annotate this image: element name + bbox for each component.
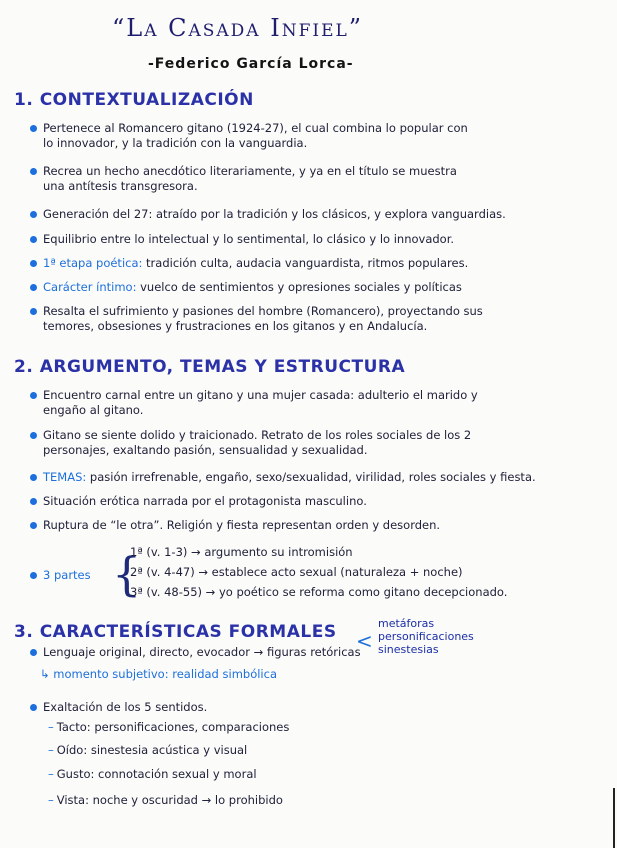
- page-title: “La Casada Infiel”: [112, 14, 364, 42]
- dash-icon: –: [48, 720, 54, 734]
- bullet-icon: [30, 260, 37, 267]
- bullet-icon: [30, 236, 37, 243]
- list-item: [30, 121, 468, 136]
- list-item-cont: una antítesis transgresora.: [43, 179, 198, 193]
- bullet-icon: [30, 432, 37, 439]
- brace-icon: {: [112, 547, 142, 601]
- part-line: 2ª (v. 4-47) → establece acto sexual (naturaleza + noche): [130, 565, 463, 579]
- item-text: Recrea un hecho anecdótico literariamente, y ya en el título se muestra: [43, 164, 457, 178]
- figure-item: sinestesias: [378, 643, 439, 656]
- item-text: Gitano se siente dolido y traicionado. Retrato de los roles sociales de los 2: [43, 428, 472, 442]
- item-label: Carácter íntimo:: [43, 280, 137, 294]
- arrow-left-icon: <: [356, 629, 373, 653]
- list-item: [30, 428, 471, 443]
- dash-icon: –: [48, 767, 54, 781]
- bullet-icon: [30, 649, 37, 656]
- item-text: Exaltación de los 5 sentidos.: [43, 700, 208, 714]
- section-heading-argumento: 2. ARGUMENTO, TEMAS Y ESTRUCTURA: [14, 357, 406, 377]
- part-line: 3ª (v. 48-55) → yo poético se reforma como gitano decepcionado.: [130, 585, 508, 599]
- dash-icon: –: [48, 743, 54, 757]
- list-item-partes: [30, 568, 91, 583]
- author-line: -Federico García Lorca-: [148, 56, 354, 72]
- item-text: pasión irrefrenable, engaño, sexo/sexualidad, virilidad, roles sociales y fiesta.: [89, 470, 536, 484]
- item-text: vuelco de sentimientos y opresiones sociales y políticas: [140, 280, 462, 294]
- bullet-icon: [30, 572, 37, 579]
- bullet-icon: [30, 474, 37, 481]
- list-item: [30, 518, 440, 533]
- list-item-cont: personajes, exaltando pasión, sensualidad y sexualidad.: [43, 443, 368, 457]
- list-item: [30, 164, 457, 179]
- bullet-icon: [30, 125, 37, 132]
- list-item: [30, 207, 506, 222]
- parts-label: 3 partes: [43, 568, 91, 582]
- item-text: Equilibrio entre lo intelectual y lo sentimental, lo clásico y lo innovador.: [43, 232, 455, 246]
- list-item: [30, 700, 207, 715]
- sense-item: – Gusto: connotación sexual y moral: [48, 767, 257, 781]
- sense-item: – Oído: sinestesia acústica y visual: [48, 743, 248, 757]
- section-heading-caracteristicas: 3. CARACTERÍSTICAS FORMALES: [14, 622, 337, 642]
- bullet-icon: [30, 168, 37, 175]
- figure-item: personificaciones: [378, 630, 474, 643]
- section-heading-contextualizacion: 1. CONTEXTUALIZACIÓN: [14, 90, 254, 110]
- item-text: Resalta el sufrimiento y pasiones del hombre (Romancero), proyectando sus: [43, 304, 483, 318]
- list-item: [30, 232, 454, 247]
- list-item-cont: temores, obsesiones y frustraciones en los gitanos y en Andalucía.: [43, 319, 428, 333]
- item-text: Situación erótica narrada por el protagonista masculino.: [43, 494, 367, 508]
- bullet-icon: [30, 704, 37, 711]
- item-text: Lenguaje original, directo, evocador → figuras retóricas: [43, 645, 361, 659]
- item-text: Generación del 27: atraído por la tradición y los clásicos, y explora vanguardias.: [43, 207, 506, 221]
- sense-item: – Vista: noche y oscuridad → lo prohibido: [48, 793, 283, 807]
- list-item-cont: lo innovador, y la tradición con la vanguardia.: [43, 136, 308, 150]
- list-item: [30, 645, 361, 660]
- bullet-icon: [30, 498, 37, 505]
- list-item: [30, 304, 483, 319]
- list-item: [30, 470, 536, 485]
- item-text: Ruptura de “le otra”. Religión y fiesta representan orden y desorden.: [43, 518, 441, 532]
- item-text: Encuentro carnal entre un gitano y una mujer casada: adulterio el marido y: [43, 388, 478, 402]
- item-text: Pertenece al Romancero gitano (1924-27), el cual combina lo popular con: [43, 121, 468, 135]
- part-line: 1ª (v. 1-3) → argumento su intromisión: [130, 545, 353, 559]
- sense-item: – Tacto: personificaciones, comparaciones: [48, 720, 290, 734]
- bullet-icon: [30, 392, 37, 399]
- page-edge: [613, 788, 615, 848]
- item-label: 1ª etapa poética:: [43, 256, 143, 270]
- bullet-icon: [30, 284, 37, 291]
- figures-list: [378, 617, 474, 656]
- list-item: [30, 388, 478, 403]
- bullet-icon: [30, 308, 37, 315]
- bullet-icon: [30, 211, 37, 218]
- list-item: [30, 256, 468, 271]
- momento-line: ↳ momento subjetivo: realidad simbólica: [40, 667, 277, 681]
- figure-item: metáforas: [378, 617, 435, 630]
- bullet-icon: [30, 522, 37, 529]
- list-item-cont: engaño al gitano.: [43, 403, 144, 417]
- item-label: TEMAS:: [43, 470, 87, 484]
- item-text: tradición culta, audacia vanguardista, ritmos populares.: [146, 256, 469, 270]
- dash-icon: –: [48, 793, 54, 807]
- list-item: [30, 494, 367, 509]
- list-item: [30, 280, 462, 295]
